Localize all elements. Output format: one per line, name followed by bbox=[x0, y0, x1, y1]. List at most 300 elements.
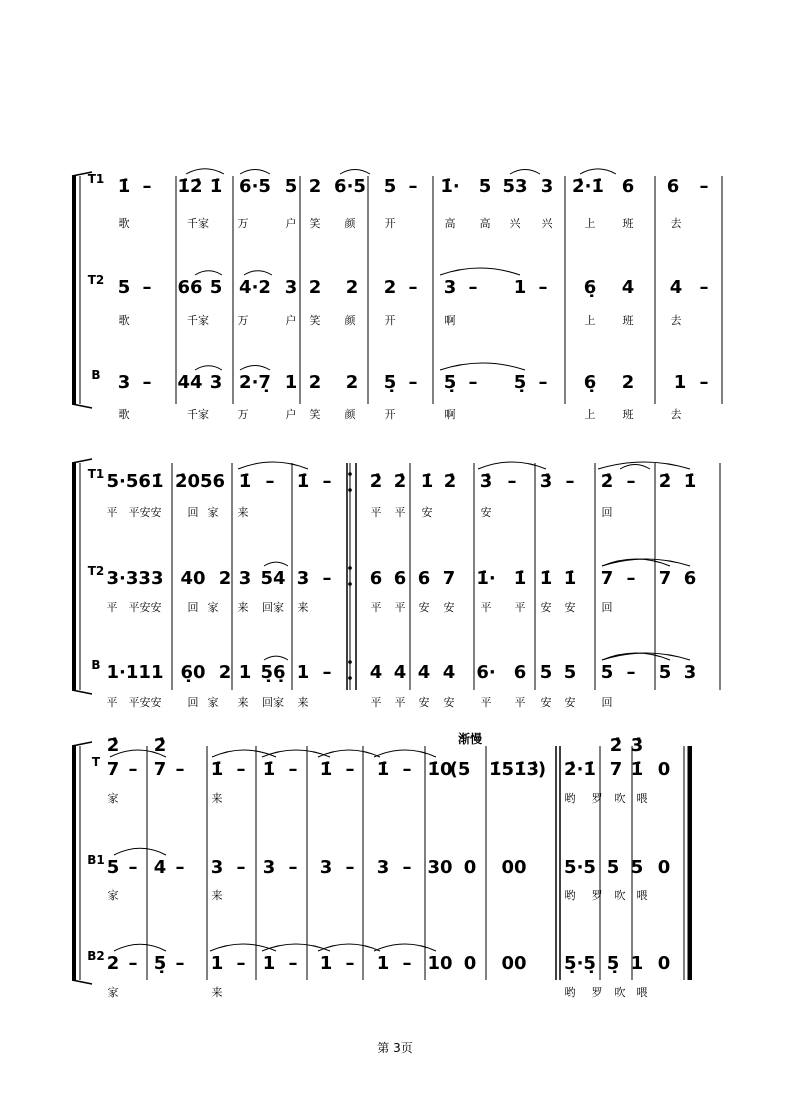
note: – bbox=[507, 471, 517, 492]
note: 4 bbox=[669, 277, 683, 298]
note: 2 bbox=[218, 568, 232, 589]
lyric: 兴 bbox=[509, 217, 521, 230]
note: 0 bbox=[463, 953, 477, 974]
note: 2̇ bbox=[369, 471, 383, 492]
note: 6 bbox=[393, 568, 407, 589]
lyric: 万 bbox=[237, 314, 249, 327]
note: 3̇ bbox=[479, 471, 493, 492]
voice-label: T bbox=[91, 755, 101, 769]
lyric: 来 bbox=[237, 696, 249, 709]
tie-slur bbox=[374, 944, 436, 951]
lyric: 来 bbox=[237, 506, 249, 519]
tie-slur bbox=[440, 363, 525, 370]
voice-label: B2 bbox=[87, 949, 105, 963]
lyric: 回家 bbox=[262, 601, 284, 614]
voice-label: T2 bbox=[87, 564, 105, 578]
lyric: 回家 bbox=[262, 696, 284, 709]
note: 3̇ bbox=[539, 471, 553, 492]
lyric: 平 bbox=[514, 601, 526, 614]
lyric: 回 bbox=[601, 601, 613, 614]
upper-note: 2̇ bbox=[153, 735, 167, 756]
note: 3 bbox=[210, 857, 224, 878]
note: 0 bbox=[657, 953, 671, 974]
note: – bbox=[538, 372, 548, 393]
lyric: 安 bbox=[443, 601, 455, 614]
note: – bbox=[265, 471, 275, 492]
lyric: 开 bbox=[384, 217, 396, 230]
note: 5 bbox=[563, 662, 577, 683]
lyric: 平安安 bbox=[128, 506, 162, 519]
note: 1 bbox=[513, 277, 527, 298]
note: 5 bbox=[117, 277, 131, 298]
note: – bbox=[288, 953, 298, 974]
note: 1̇· bbox=[476, 568, 496, 589]
lyric: 喂 bbox=[636, 889, 648, 902]
voice-label: T1 bbox=[87, 467, 105, 481]
note: 3 bbox=[443, 277, 457, 298]
note: – bbox=[699, 277, 709, 298]
lyric: 歌 bbox=[118, 217, 130, 230]
note: 3 bbox=[319, 857, 333, 878]
note: 3·333 bbox=[106, 568, 164, 589]
lyric: 班 bbox=[622, 314, 634, 327]
lyric: 平 bbox=[370, 506, 382, 519]
note: 1̇ bbox=[376, 759, 390, 780]
note: 6· bbox=[476, 662, 496, 683]
lyric: 喂 bbox=[636, 986, 648, 999]
tie-slur bbox=[440, 268, 520, 275]
note: 1 bbox=[296, 662, 310, 683]
lyric: 家 bbox=[107, 889, 119, 902]
lyric: 平 bbox=[480, 601, 492, 614]
note: 3 bbox=[683, 662, 697, 683]
lyric: 喂 bbox=[636, 792, 648, 805]
tempo-mark: 渐慢 bbox=[457, 732, 483, 746]
note: – bbox=[626, 471, 636, 492]
note: 3 bbox=[117, 372, 131, 393]
upper-note: 3̇ bbox=[630, 735, 644, 756]
lyric: 平 bbox=[106, 601, 118, 614]
lyric: 户 bbox=[285, 217, 297, 230]
note: ) bbox=[537, 759, 547, 780]
note: 1̇ bbox=[683, 471, 697, 492]
lyric: 平 bbox=[394, 601, 406, 614]
lyric: 家 bbox=[207, 696, 219, 709]
note: – bbox=[626, 662, 636, 683]
note: 5 bbox=[209, 277, 223, 298]
note: – bbox=[408, 277, 418, 298]
note: 6̣0 bbox=[180, 662, 206, 683]
note: 1̇ bbox=[209, 176, 223, 197]
lyric: 安 bbox=[564, 696, 576, 709]
lyric: 颜 bbox=[344, 314, 356, 327]
note: 6 bbox=[621, 176, 635, 197]
note: – bbox=[128, 857, 138, 878]
note: 4 bbox=[442, 662, 456, 683]
note: – bbox=[175, 759, 185, 780]
lyric: 安 bbox=[421, 506, 433, 519]
note: 1̇ bbox=[513, 568, 527, 589]
lyric: 高 bbox=[479, 217, 491, 230]
note: – bbox=[538, 277, 548, 298]
note: – bbox=[236, 857, 246, 878]
note: – bbox=[322, 568, 332, 589]
lyric: 安 bbox=[480, 506, 492, 519]
note: – bbox=[565, 471, 575, 492]
lyric: 户 bbox=[285, 408, 297, 421]
note: 00 bbox=[501, 857, 527, 878]
note: 6̣ bbox=[583, 277, 597, 298]
lyric: 去 bbox=[670, 408, 682, 421]
lyric: 上 bbox=[584, 217, 596, 230]
note: 2 bbox=[218, 662, 232, 683]
note: 5̣ bbox=[513, 372, 527, 393]
note: 1 bbox=[284, 372, 298, 393]
lyric: 安 bbox=[418, 696, 430, 709]
lyric: 吹 bbox=[614, 986, 626, 999]
note: 6 bbox=[666, 176, 680, 197]
note: 2 bbox=[308, 277, 322, 298]
lyric: 颜 bbox=[344, 217, 356, 230]
note: 5 bbox=[106, 857, 120, 878]
note: 7 bbox=[658, 568, 672, 589]
lyric: 歌 bbox=[118, 314, 130, 327]
note: 3 bbox=[209, 372, 223, 393]
note: – bbox=[288, 857, 298, 878]
lyric: 去 bbox=[670, 314, 682, 327]
lyric: 平 bbox=[480, 696, 492, 709]
note: 6 bbox=[417, 568, 431, 589]
note: – bbox=[175, 857, 185, 878]
note: 1̇51̇3̇ bbox=[488, 759, 540, 780]
note: 3 bbox=[262, 857, 276, 878]
lyric: 千家 bbox=[187, 408, 209, 421]
note: – bbox=[408, 176, 418, 197]
note: 5̣ bbox=[443, 372, 457, 393]
voice-label: T1 bbox=[87, 172, 105, 186]
note: (5 bbox=[449, 759, 471, 780]
lyric: 来 bbox=[297, 601, 309, 614]
lyric: 平 bbox=[394, 696, 406, 709]
note: 3 bbox=[376, 857, 390, 878]
note: – bbox=[128, 953, 138, 974]
tie-slur bbox=[620, 465, 650, 470]
note: 4 bbox=[621, 277, 635, 298]
note: 54 bbox=[260, 568, 286, 589]
note: – bbox=[402, 857, 412, 878]
note: 3 bbox=[284, 277, 298, 298]
lyric: 哟 bbox=[564, 889, 576, 902]
note: 1̇ bbox=[630, 759, 644, 780]
note: 5̣6̣ bbox=[260, 662, 286, 683]
note: 5̣·5̣ bbox=[564, 953, 596, 974]
voice-label: B bbox=[91, 658, 101, 672]
lyric: 安 bbox=[564, 601, 576, 614]
note: 5 bbox=[478, 176, 492, 197]
repeat-dot bbox=[348, 676, 352, 680]
note: 1 bbox=[630, 953, 644, 974]
note: 2 bbox=[383, 277, 397, 298]
system-bracket bbox=[72, 463, 76, 690]
note: 2̇ bbox=[600, 471, 614, 492]
voice-label: B bbox=[91, 368, 101, 382]
note: – bbox=[128, 759, 138, 780]
note: 6·5 bbox=[334, 176, 366, 197]
note: 7 bbox=[442, 568, 456, 589]
note: 0 bbox=[657, 759, 671, 780]
note: 5 bbox=[630, 857, 644, 878]
note: 2 bbox=[345, 277, 359, 298]
note: 2 bbox=[621, 372, 635, 393]
lyric: 家 bbox=[207, 506, 219, 519]
note: 44 bbox=[177, 372, 203, 393]
note: 1 bbox=[319, 953, 333, 974]
note: 5̣ bbox=[383, 372, 397, 393]
lyric: 啊 bbox=[444, 314, 456, 327]
note: 1̇0 bbox=[427, 759, 453, 780]
lyric: 千家 bbox=[187, 314, 209, 327]
note: 1 bbox=[238, 662, 252, 683]
note: – bbox=[468, 277, 478, 298]
tie-slur bbox=[195, 366, 222, 370]
note: 2 bbox=[308, 372, 322, 393]
note: 6 bbox=[513, 662, 527, 683]
bracket-hook bbox=[72, 742, 92, 746]
note: – bbox=[402, 759, 412, 780]
note: 4 bbox=[369, 662, 383, 683]
note: 6·5 bbox=[239, 176, 271, 197]
lyric: 平 bbox=[106, 506, 118, 519]
note: 2̇·1̇ bbox=[564, 759, 596, 780]
note: 1̇· bbox=[440, 176, 460, 197]
note: 5·5 bbox=[564, 857, 596, 878]
voice-label: T2 bbox=[87, 273, 105, 287]
note: 10 bbox=[427, 953, 453, 974]
lyric: 哟 bbox=[564, 792, 576, 805]
lyric: 啊 bbox=[444, 408, 456, 421]
tie-slur bbox=[598, 462, 690, 469]
note: 1̇ bbox=[563, 568, 577, 589]
note: 2̇056 bbox=[174, 471, 226, 492]
lyric: 去 bbox=[670, 217, 682, 230]
note: 5 bbox=[606, 857, 620, 878]
lyric: 万 bbox=[237, 408, 249, 421]
lyric: 来 bbox=[297, 696, 309, 709]
tie-slur bbox=[580, 169, 616, 174]
lyric: 户 bbox=[285, 314, 297, 327]
lyric: 家 bbox=[107, 792, 119, 805]
note: 5 bbox=[658, 662, 672, 683]
lyric: 班 bbox=[622, 217, 634, 230]
note: 2̇·1̇ bbox=[572, 176, 604, 197]
tie-slur bbox=[210, 944, 276, 951]
lyric: 千家 bbox=[187, 217, 209, 230]
lyric: 平安安 bbox=[128, 601, 162, 614]
lyric: 家 bbox=[107, 986, 119, 999]
lyric: 安 bbox=[443, 696, 455, 709]
tie-slur bbox=[240, 366, 270, 371]
note: 7 bbox=[153, 759, 167, 780]
lyric: 罗 bbox=[591, 986, 603, 999]
note: 1̇ bbox=[539, 568, 553, 589]
note: 53 bbox=[502, 176, 528, 197]
tie-slur bbox=[186, 169, 224, 174]
note: 00 bbox=[501, 953, 527, 974]
note: 3 bbox=[296, 568, 310, 589]
note: – bbox=[142, 372, 152, 393]
lyric: 安 bbox=[540, 601, 552, 614]
lyric: 吹 bbox=[614, 889, 626, 902]
note: – bbox=[236, 759, 246, 780]
note: 2·7̣ bbox=[239, 372, 271, 393]
note: – bbox=[408, 372, 418, 393]
note: 4 bbox=[153, 857, 167, 878]
lyric: 歌 bbox=[118, 408, 130, 421]
note: 1̇ bbox=[420, 471, 434, 492]
tie-slur bbox=[264, 562, 288, 566]
note: – bbox=[236, 953, 246, 974]
note: 1̇2̇ bbox=[177, 176, 203, 197]
note: 1 bbox=[376, 953, 390, 974]
tie-slur bbox=[114, 944, 166, 951]
note: 2̇ bbox=[443, 471, 457, 492]
note: 1̇ bbox=[210, 759, 224, 780]
note: 1 bbox=[210, 953, 224, 974]
lyric: 来 bbox=[211, 889, 223, 902]
note: 1 bbox=[673, 372, 687, 393]
page-number: 第 3页 bbox=[377, 1041, 413, 1055]
note: – bbox=[699, 176, 709, 197]
repeat-dot bbox=[348, 488, 352, 492]
note: 7 bbox=[600, 568, 614, 589]
lyric: 笑 bbox=[309, 314, 321, 327]
lyric: 回 bbox=[601, 506, 613, 519]
lyric: 回 bbox=[187, 696, 199, 709]
repeat-dot bbox=[348, 472, 352, 476]
note: 7 bbox=[609, 759, 623, 780]
note: 3 bbox=[540, 176, 554, 197]
note: 4 bbox=[393, 662, 407, 683]
note: – bbox=[322, 471, 332, 492]
lyric: 平安安 bbox=[128, 696, 162, 709]
score-content bbox=[87, 169, 708, 999]
upper-note: 2̇ bbox=[609, 735, 623, 756]
final-barline-thick bbox=[688, 746, 692, 980]
note: 5 bbox=[600, 662, 614, 683]
lyric: 上 bbox=[584, 314, 596, 327]
tie-slur bbox=[240, 170, 270, 175]
tie-slur bbox=[478, 462, 546, 469]
note: – bbox=[142, 176, 152, 197]
lyric: 回 bbox=[187, 601, 199, 614]
lyric: 吹 bbox=[614, 792, 626, 805]
note: 5 bbox=[284, 176, 298, 197]
note: – bbox=[322, 662, 332, 683]
note: 6̣ bbox=[583, 372, 597, 393]
lyric: 开 bbox=[384, 408, 396, 421]
note: 4 bbox=[417, 662, 431, 683]
lyric: 平 bbox=[106, 696, 118, 709]
lyric: 班 bbox=[622, 408, 634, 421]
note: – bbox=[175, 953, 185, 974]
lyric: 平 bbox=[370, 601, 382, 614]
repeat-dot bbox=[348, 660, 352, 664]
note: 0 bbox=[657, 857, 671, 878]
bracket-hook bbox=[72, 459, 92, 463]
lyric: 万 bbox=[237, 217, 249, 230]
lyric: 安 bbox=[418, 601, 430, 614]
tie-slur bbox=[510, 170, 540, 175]
lyric: 平 bbox=[514, 696, 526, 709]
bracket-hook bbox=[72, 404, 92, 408]
note: 6 bbox=[683, 568, 697, 589]
note: 1·111 bbox=[106, 662, 164, 683]
lyric: 高 bbox=[444, 217, 456, 230]
lyric: 开 bbox=[384, 314, 396, 327]
note: 1̇ bbox=[296, 471, 310, 492]
tie-slur bbox=[264, 656, 288, 660]
note: 30 bbox=[427, 857, 453, 878]
lyric: 笑 bbox=[309, 217, 321, 230]
lyric: 笑 bbox=[309, 408, 321, 421]
system-bracket bbox=[72, 176, 76, 404]
note: 2̇ bbox=[393, 471, 407, 492]
lyric: 来 bbox=[211, 986, 223, 999]
bracket-hook bbox=[72, 690, 92, 694]
note: 2 bbox=[106, 953, 120, 974]
lyric: 回 bbox=[601, 696, 613, 709]
lyric: 来 bbox=[237, 601, 249, 614]
tie-slur bbox=[374, 750, 436, 757]
upper-note: 2̇ bbox=[106, 735, 120, 756]
note: 7 bbox=[106, 759, 120, 780]
note: 5̣ bbox=[606, 953, 620, 974]
note: – bbox=[468, 372, 478, 393]
lyric: 家 bbox=[207, 601, 219, 614]
note: 2 bbox=[308, 176, 322, 197]
tie-slur bbox=[114, 848, 166, 855]
tie-slur bbox=[340, 170, 370, 175]
note: 5̣ bbox=[153, 953, 167, 974]
system-bracket bbox=[72, 746, 76, 980]
note: 1̇ bbox=[117, 176, 131, 197]
note: 1̇ bbox=[262, 759, 276, 780]
note: 1 bbox=[262, 953, 276, 974]
lyric: 平 bbox=[370, 696, 382, 709]
note: 5·561̇ bbox=[106, 471, 164, 492]
lyric: 兴 bbox=[541, 217, 553, 230]
note: 5 bbox=[383, 176, 397, 197]
lyric: 安 bbox=[540, 696, 552, 709]
note: – bbox=[626, 568, 636, 589]
voice-label: B1 bbox=[87, 853, 105, 867]
lyric: 罗 bbox=[591, 792, 603, 805]
repeat-dot bbox=[348, 566, 352, 570]
note: – bbox=[345, 857, 355, 878]
lyric: 颜 bbox=[344, 408, 356, 421]
note: 40 bbox=[180, 568, 206, 589]
tie-slur bbox=[212, 750, 276, 757]
tie-slur bbox=[244, 271, 272, 275]
note: 6 bbox=[369, 568, 383, 589]
lyric: 来 bbox=[211, 792, 223, 805]
note: 66 bbox=[177, 277, 203, 298]
note: – bbox=[402, 953, 412, 974]
note: 0 bbox=[463, 857, 477, 878]
note: – bbox=[288, 759, 298, 780]
lyric: 回 bbox=[187, 506, 199, 519]
note: 1̇ bbox=[319, 759, 333, 780]
